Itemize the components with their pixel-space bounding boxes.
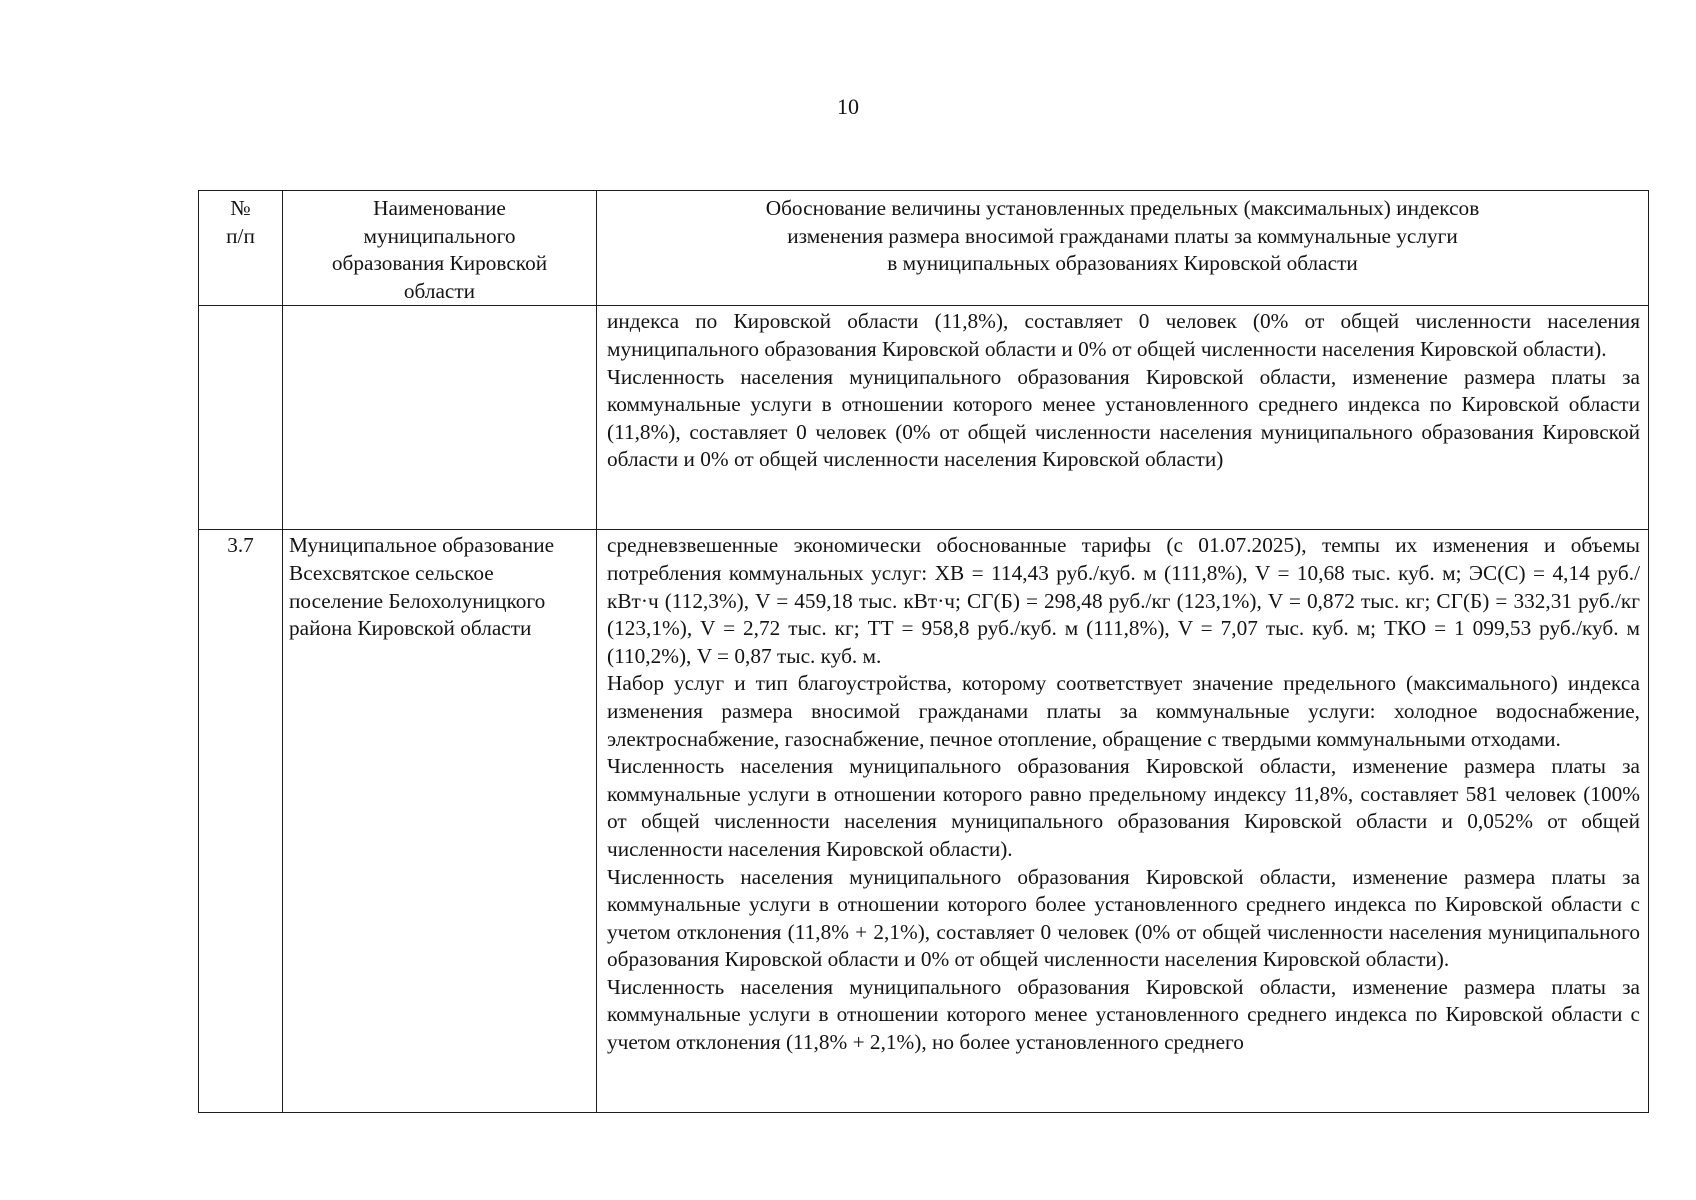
row-name-cell bbox=[283, 306, 597, 530]
header-name-cell bbox=[283, 191, 597, 306]
header-num-line: п/п bbox=[226, 223, 255, 248]
header-name-line: муниципального bbox=[363, 223, 516, 248]
header-num-cell bbox=[199, 191, 283, 306]
table-row bbox=[199, 306, 1649, 530]
tariff-index-table bbox=[198, 190, 1649, 1113]
header-desc-line: Обоснование величины установленных предельных (максимальных) индексов bbox=[765, 196, 1480, 220]
header-name-line: Наименование bbox=[373, 196, 506, 220]
desc-paragraph: индекса по Кировской области (11,8%), составляет 0 человек (0% от общей численности населения муниципального образования Кировской области и 0% от общей численности населения Кировской области). bbox=[607, 309, 1640, 361]
header-desc-cell bbox=[597, 191, 1649, 306]
header-num-line: № bbox=[230, 196, 251, 220]
header-desc-line: изменения размера вносимой гражданами платы за коммунальные услуги bbox=[787, 223, 1458, 248]
desc-paragraph: Набор услуг и тип благоустройства, которому соответствует значение предельного (максимального) индекса изменения размера вносимой гражданами платы за коммунальные услуги: холодное водоснабжение, электроснабжение, газоснабжение, печное отопление, обращение с твердыми коммунальными отходами. bbox=[607, 671, 1640, 751]
desc-paragraph: средневзвешенные экономически обоснованные тарифы (с 01.07.2025), темпы их изменения и объемы потребления коммунальных услуг: ХВ = 114,43 руб./куб. м (111,8%), V = 10,68 тыс. куб. м; ЭС(С) = 4,14 руб./кВт·ч (112,3%), V = 459,18 тыс. кВт·ч; СГ(Б) = 298,48 руб./кг (123,1%), V = 0,872 тыс. кг; СГ(Б) = 332,31 руб./кг (123,1%), V = 2,72 тыс. кг; ТТ = 958,8 руб./куб. м (111,8%), V = 7,07 тыс. куб. м; ТКО = 1 099,53 руб./куб. м (110,2%), V = 0,87 тыс. куб. м. bbox=[607, 533, 1640, 668]
table-row bbox=[199, 530, 1649, 1113]
desc-paragraph: Численность населения муниципального образования Кировской области, изменение размера платы за коммунальные услуги в отношении которого равно предельному индексу 11,8%, составляет 581 человек (100% от общей численности населения муниципального образования Кировской области и 0,052% от общей численности населения Кировской области). bbox=[607, 754, 1640, 861]
desc-paragraph: Численность населения муниципального образования Кировской области, изменение размера платы за коммунальные услуги в отношении которого менее установленного среднего индекса по Кировской области с учетом отклонения (11,8% + 2,1%), но более установленного среднего bbox=[607, 974, 1640, 1055]
header-name-line: образования Кировской bbox=[331, 251, 548, 276]
header-desc-line: в муниципальных образованиях Кировской области bbox=[887, 251, 1358, 276]
row-desc-cell bbox=[597, 530, 1649, 1113]
table-header-row bbox=[199, 191, 1649, 306]
desc-paragraph: Численность населения муниципального образования Кировской области, изменение размера платы за коммунальные услуги в отношении которого более установленного среднего индекса по Кировской области с учетом отклонения (11,8% + 2,1%), составляет 0 человек (0% от общей численности населения муниципального образования Кировской области и 0% от общей численности населения Кировской области). bbox=[607, 864, 1640, 972]
row-num-cell: 3.7 bbox=[199, 530, 283, 1113]
row-desc-cell bbox=[597, 306, 1649, 530]
row-name-cell: Муниципальное образование Всехсвятское сельское поселение Белохолуницкого района Кировской области bbox=[283, 530, 597, 1113]
row-num-cell bbox=[199, 306, 283, 530]
desc-paragraph: Численность населения муниципального образования Кировской области, изменение размера платы за коммунальные услуги в отношении которого менее установленного среднего индекса по Кировской области (11,8%), составляет 0 человек (0% от общей численности населения муниципального образования Кировской области и 0% от общей численности населения Кировской области) bbox=[607, 364, 1640, 472]
page-number: 10 bbox=[837, 94, 859, 119]
header-name-line: области bbox=[403, 278, 476, 303]
